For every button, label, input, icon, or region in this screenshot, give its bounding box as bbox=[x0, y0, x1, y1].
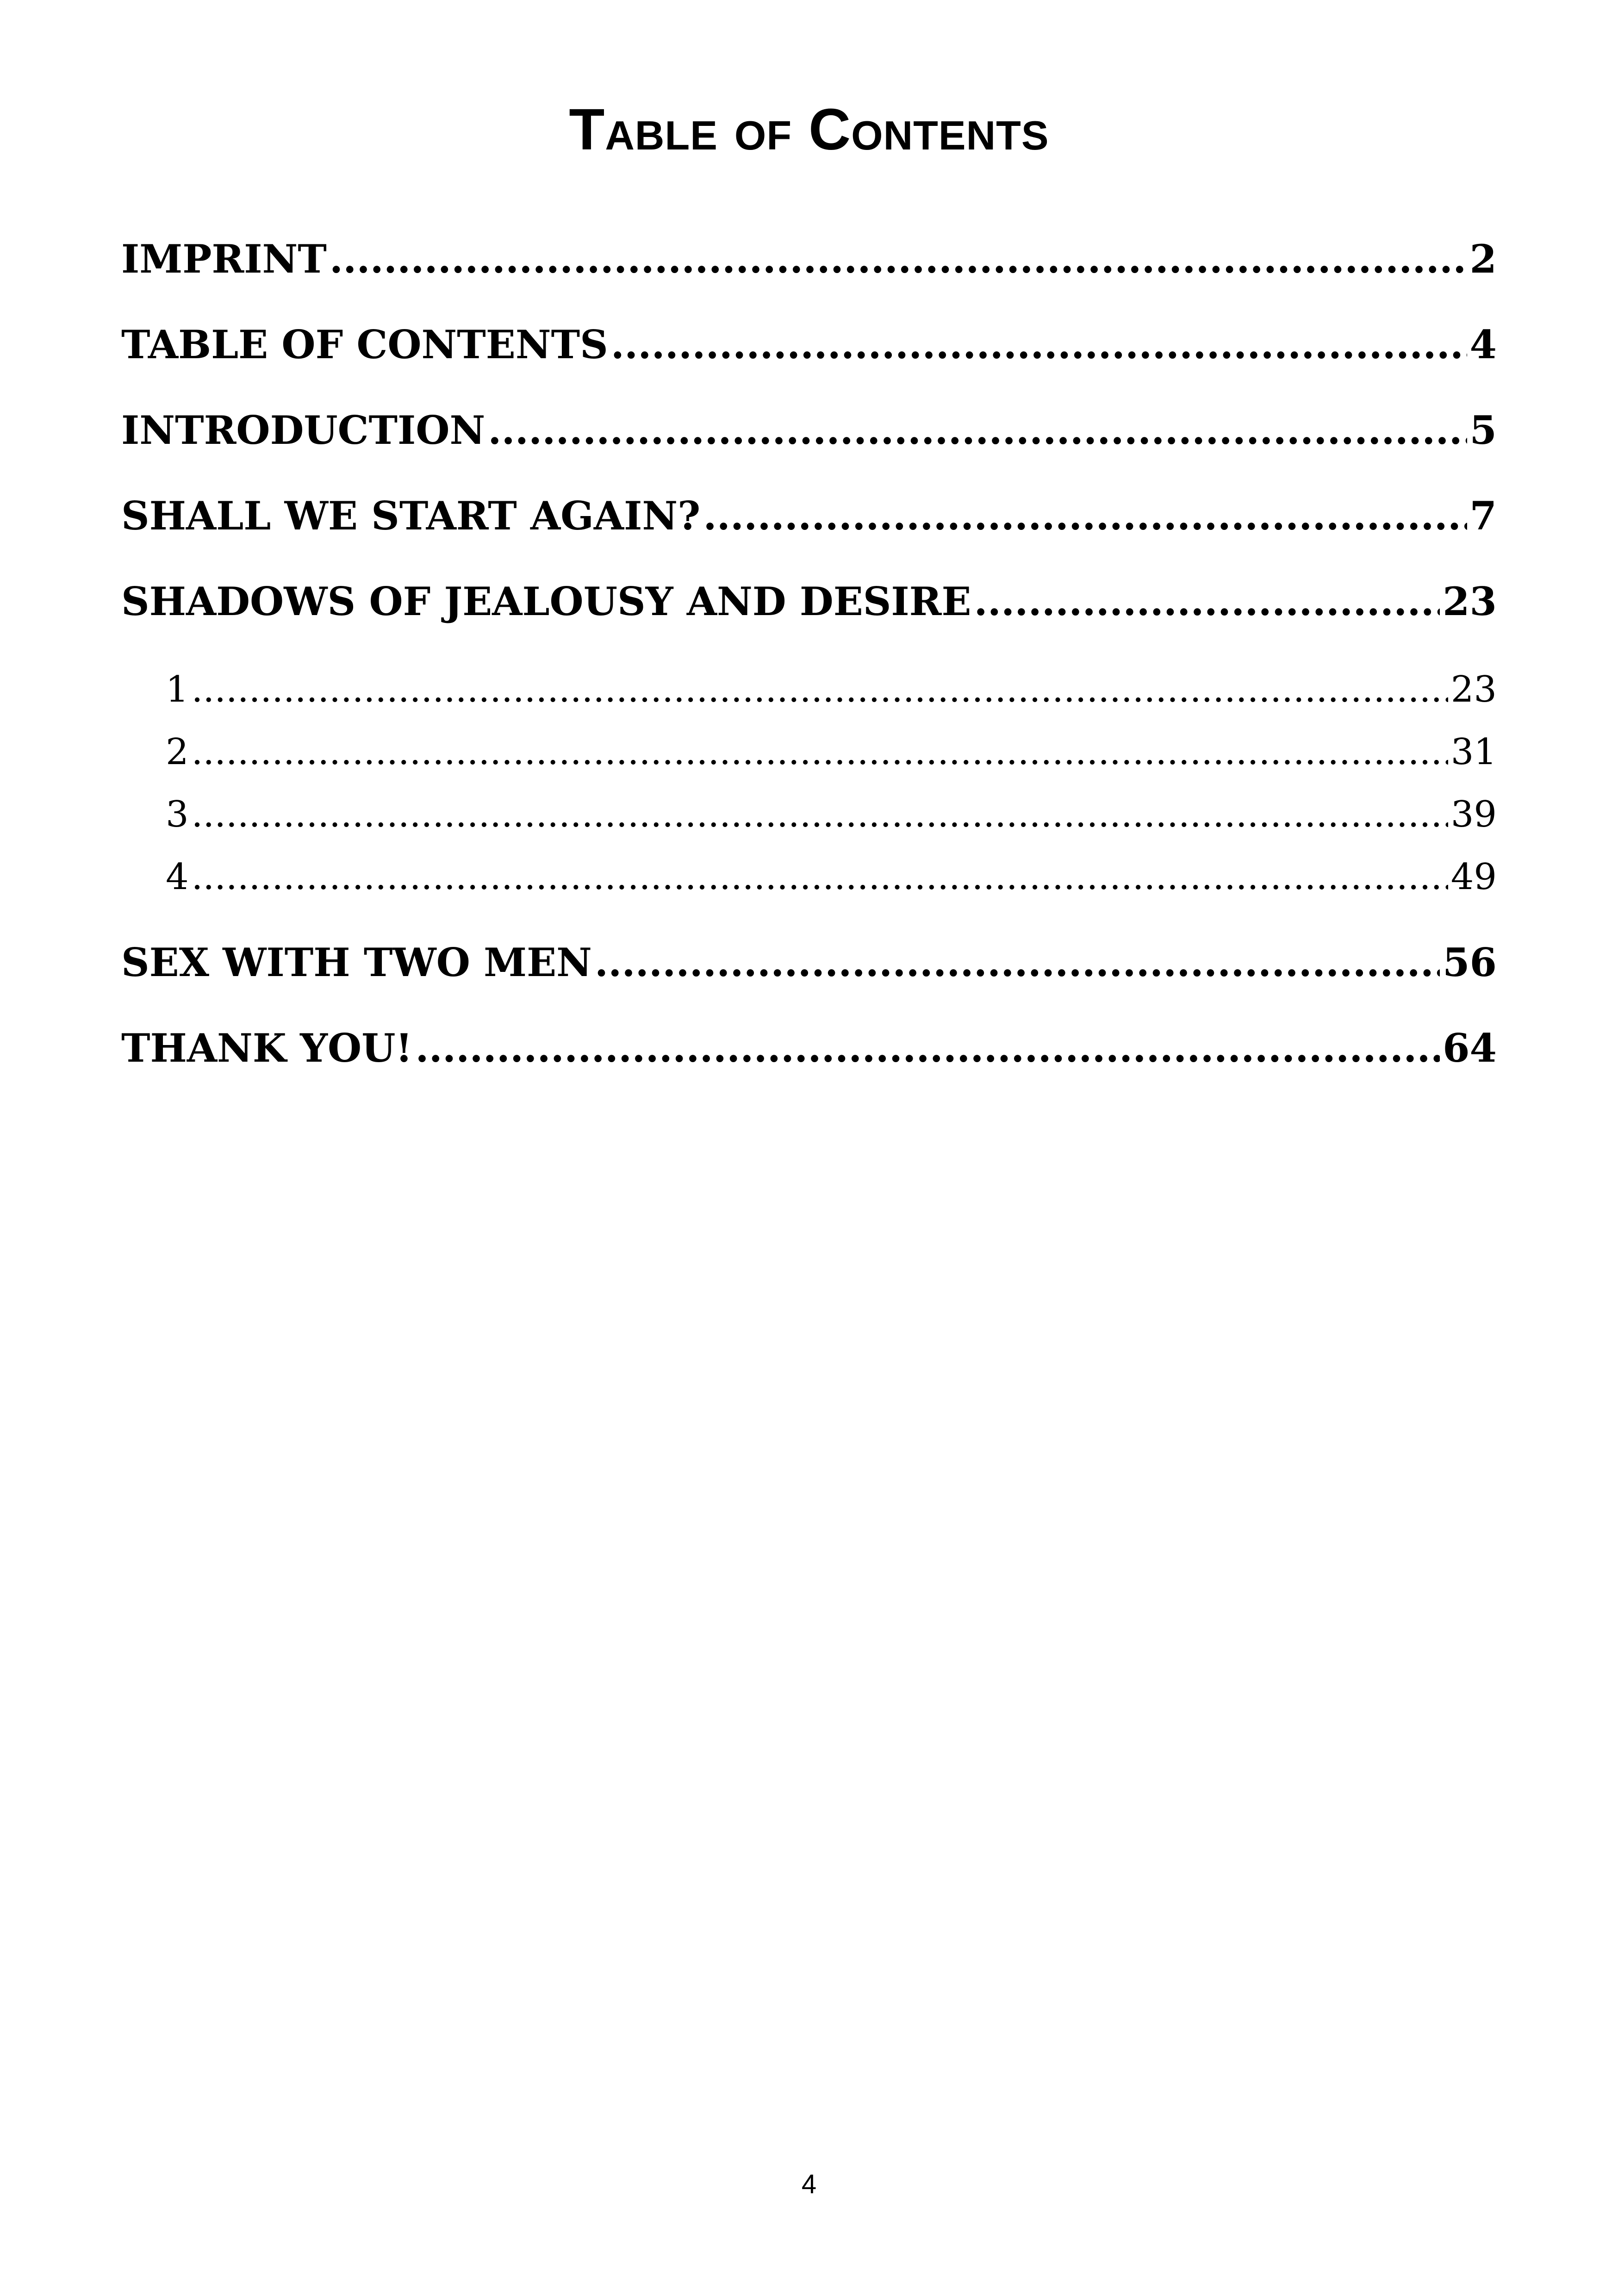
toc-entry-page: 4 bbox=[1469, 322, 1497, 367]
toc-entry-page: 64 bbox=[1443, 1025, 1497, 1071]
toc-entry-label: INTRODUCTION bbox=[121, 407, 485, 453]
dot-leader bbox=[611, 317, 1467, 373]
dot-leader bbox=[192, 664, 1448, 715]
page-title: Table of Contents bbox=[569, 97, 1049, 162]
toc-entry-table-of-contents[interactable] bbox=[121, 317, 1497, 373]
dot-leader bbox=[192, 852, 1448, 902]
toc-subentry-page: 31 bbox=[1450, 731, 1497, 773]
toc-entry-label: SEX WITH TWO MEN bbox=[121, 940, 592, 985]
toc-subentry-label: 4 bbox=[166, 856, 189, 898]
dot-leader bbox=[595, 935, 1440, 990]
dot-leader bbox=[488, 403, 1467, 458]
dot-leader bbox=[330, 231, 1467, 287]
toc-entry-label: SHADOWS OF JEALOUSY AND DESIRE bbox=[121, 579, 971, 624]
toc-subentry-page: 23 bbox=[1450, 669, 1497, 710]
toc-entry-label: IMPRINT bbox=[121, 236, 327, 282]
toc-entry-label: SHALL WE START AGAIN? bbox=[121, 493, 701, 539]
dot-leader bbox=[415, 1020, 1440, 1076]
toc-subentry-3[interactable] bbox=[166, 789, 1497, 840]
dot-leader bbox=[192, 727, 1448, 778]
toc-subentry-page: 49 bbox=[1450, 856, 1497, 898]
toc-entry-introduction[interactable] bbox=[121, 403, 1497, 458]
toc-entry-page: 56 bbox=[1443, 940, 1497, 985]
toc-entry-page: 7 bbox=[1469, 493, 1497, 539]
toc-entry-page: 5 bbox=[1469, 407, 1497, 453]
toc-subentry-2[interactable] bbox=[166, 727, 1497, 778]
dot-leader bbox=[703, 488, 1467, 544]
toc-entry-label: TABLE OF CONTENTS bbox=[121, 322, 608, 367]
toc-subentry-label: 2 bbox=[166, 731, 189, 773]
toc-subentry-1[interactable] bbox=[166, 664, 1497, 715]
toc-entry-thank-you[interactable] bbox=[121, 1020, 1497, 1076]
toc-subentry-label: 1 bbox=[166, 669, 189, 710]
toc-subentry-page: 39 bbox=[1450, 794, 1497, 835]
toc-subentry-4[interactable] bbox=[166, 852, 1497, 902]
page-number: 4 bbox=[801, 2169, 817, 2199]
toc-entry-imprint[interactable] bbox=[121, 231, 1497, 287]
toc-entry-shadows-of-jealousy-and-desire[interactable] bbox=[121, 574, 1497, 629]
toc-entry-label: THANK YOU! bbox=[121, 1025, 413, 1071]
toc-entry-page: 23 bbox=[1443, 579, 1497, 624]
dot-leader bbox=[974, 574, 1440, 629]
toc-entry-shall-we-start-again[interactable] bbox=[121, 488, 1497, 544]
table-of-contents bbox=[121, 0, 1497, 2296]
dot-leader bbox=[192, 789, 1448, 840]
toc-entry-page: 2 bbox=[1469, 236, 1497, 282]
toc-entry-sex-with-two-men[interactable] bbox=[121, 935, 1497, 990]
toc-subentry-label: 3 bbox=[166, 794, 189, 835]
